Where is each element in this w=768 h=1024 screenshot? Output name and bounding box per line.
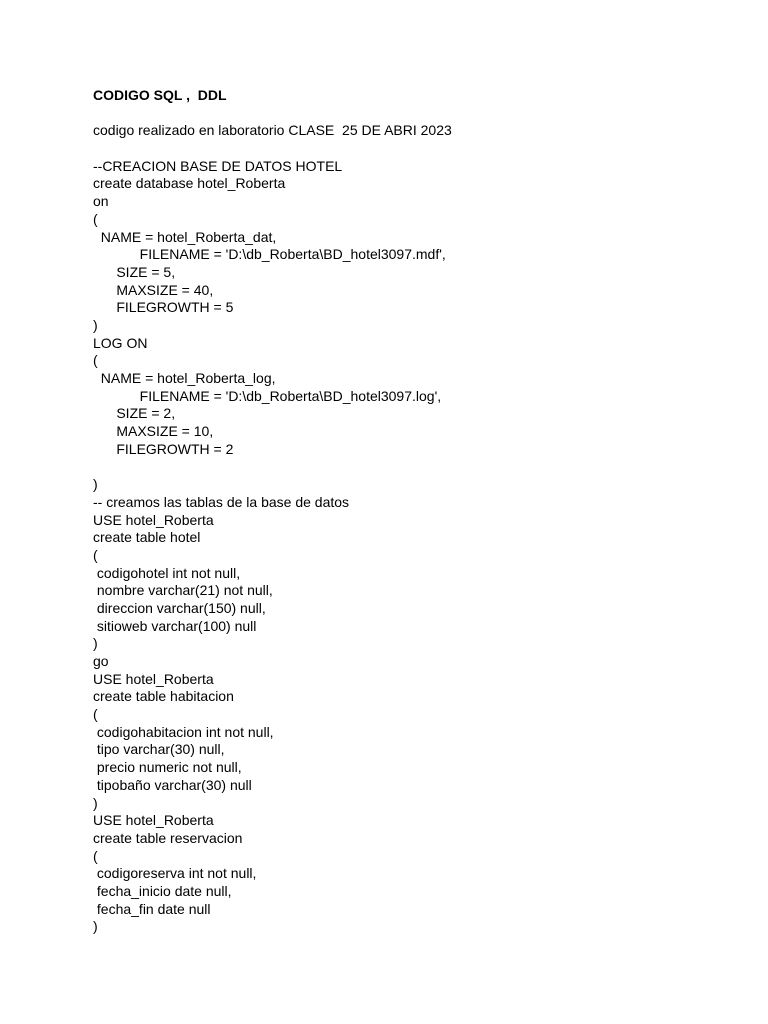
code-line: direccion varchar(150) null, xyxy=(93,599,266,616)
code-line: ) xyxy=(93,918,98,935)
code-line xyxy=(93,458,733,476)
code-line: MAXSIZE = 40, xyxy=(93,281,214,298)
code-line: USE hotel_Roberta xyxy=(93,511,214,528)
code-line: ( xyxy=(93,210,98,227)
blank-line xyxy=(93,105,733,123)
code-line: NAME = hotel_Roberta_log, xyxy=(93,370,276,386)
code-line: fecha_inicio date null, xyxy=(93,882,232,899)
code-line: codigohotel int not null, xyxy=(93,564,241,581)
code-line: LOG ON xyxy=(93,334,148,351)
code-line: go xyxy=(93,653,109,669)
code-line: FILEGROWTH = 2 xyxy=(93,440,234,457)
code-line: USE hotel_Roberta xyxy=(93,670,214,687)
code-line: MAXSIZE = 10, xyxy=(93,423,214,440)
code-line: nombre varchar(21) not null, xyxy=(93,582,273,599)
code-line: fecha_fin date null xyxy=(93,900,211,917)
code-line: ) xyxy=(93,635,98,652)
code-line: create table reservacion xyxy=(93,829,243,846)
code-line: ) xyxy=(93,794,98,811)
code-line: ) xyxy=(93,476,98,493)
code-line: NAME = hotel_Roberta_dat, xyxy=(93,228,277,245)
sql-code-block xyxy=(93,158,733,936)
code-line: FILENAME = 'D:\db_Roberta\BD_hotel3097.mdf', xyxy=(93,246,446,263)
code-line: FILENAME = 'D:\db_Roberta\BD_hotel3097.log', xyxy=(93,387,442,404)
blank-line xyxy=(93,140,733,158)
code-line: ) xyxy=(93,316,98,333)
code-line: tipobaño varchar(30) null xyxy=(93,776,252,793)
code-line: -- creamos las tablas de la base de datos xyxy=(93,493,350,510)
code-line: sitioweb varchar(100) null xyxy=(93,617,257,634)
code-line: ( xyxy=(93,706,98,723)
document-subtitle: codigo realizado en laboratorio CLASE 25 DE ABRI 2023 xyxy=(93,122,452,139)
code-line: create table habitacion xyxy=(93,688,234,705)
code-line: codigoreserva int not null, xyxy=(93,865,257,882)
document-content xyxy=(93,87,733,936)
code-line: USE hotel_Roberta xyxy=(93,812,214,829)
document-title: CODIGO SQL , DDL xyxy=(93,87,227,103)
code-line: create table hotel xyxy=(93,529,201,546)
code-line: SIZE = 2, xyxy=(93,405,176,422)
code-line: FILEGROWTH = 5 xyxy=(93,299,234,316)
code-line: --CREACION BASE DE DATOS HOTEL xyxy=(93,157,343,174)
code-line: create database hotel_Roberta xyxy=(93,175,286,192)
code-line: precio numeric not null, xyxy=(93,759,242,776)
code-line: ( xyxy=(93,546,98,563)
code-line: ( xyxy=(93,352,98,369)
code-line: on xyxy=(93,193,109,210)
code-line: SIZE = 5, xyxy=(93,263,176,280)
code-line: tipo varchar(30) null, xyxy=(93,741,225,758)
code-line: codigohabitacion int not null, xyxy=(93,723,274,740)
code-line: ( xyxy=(93,847,98,864)
